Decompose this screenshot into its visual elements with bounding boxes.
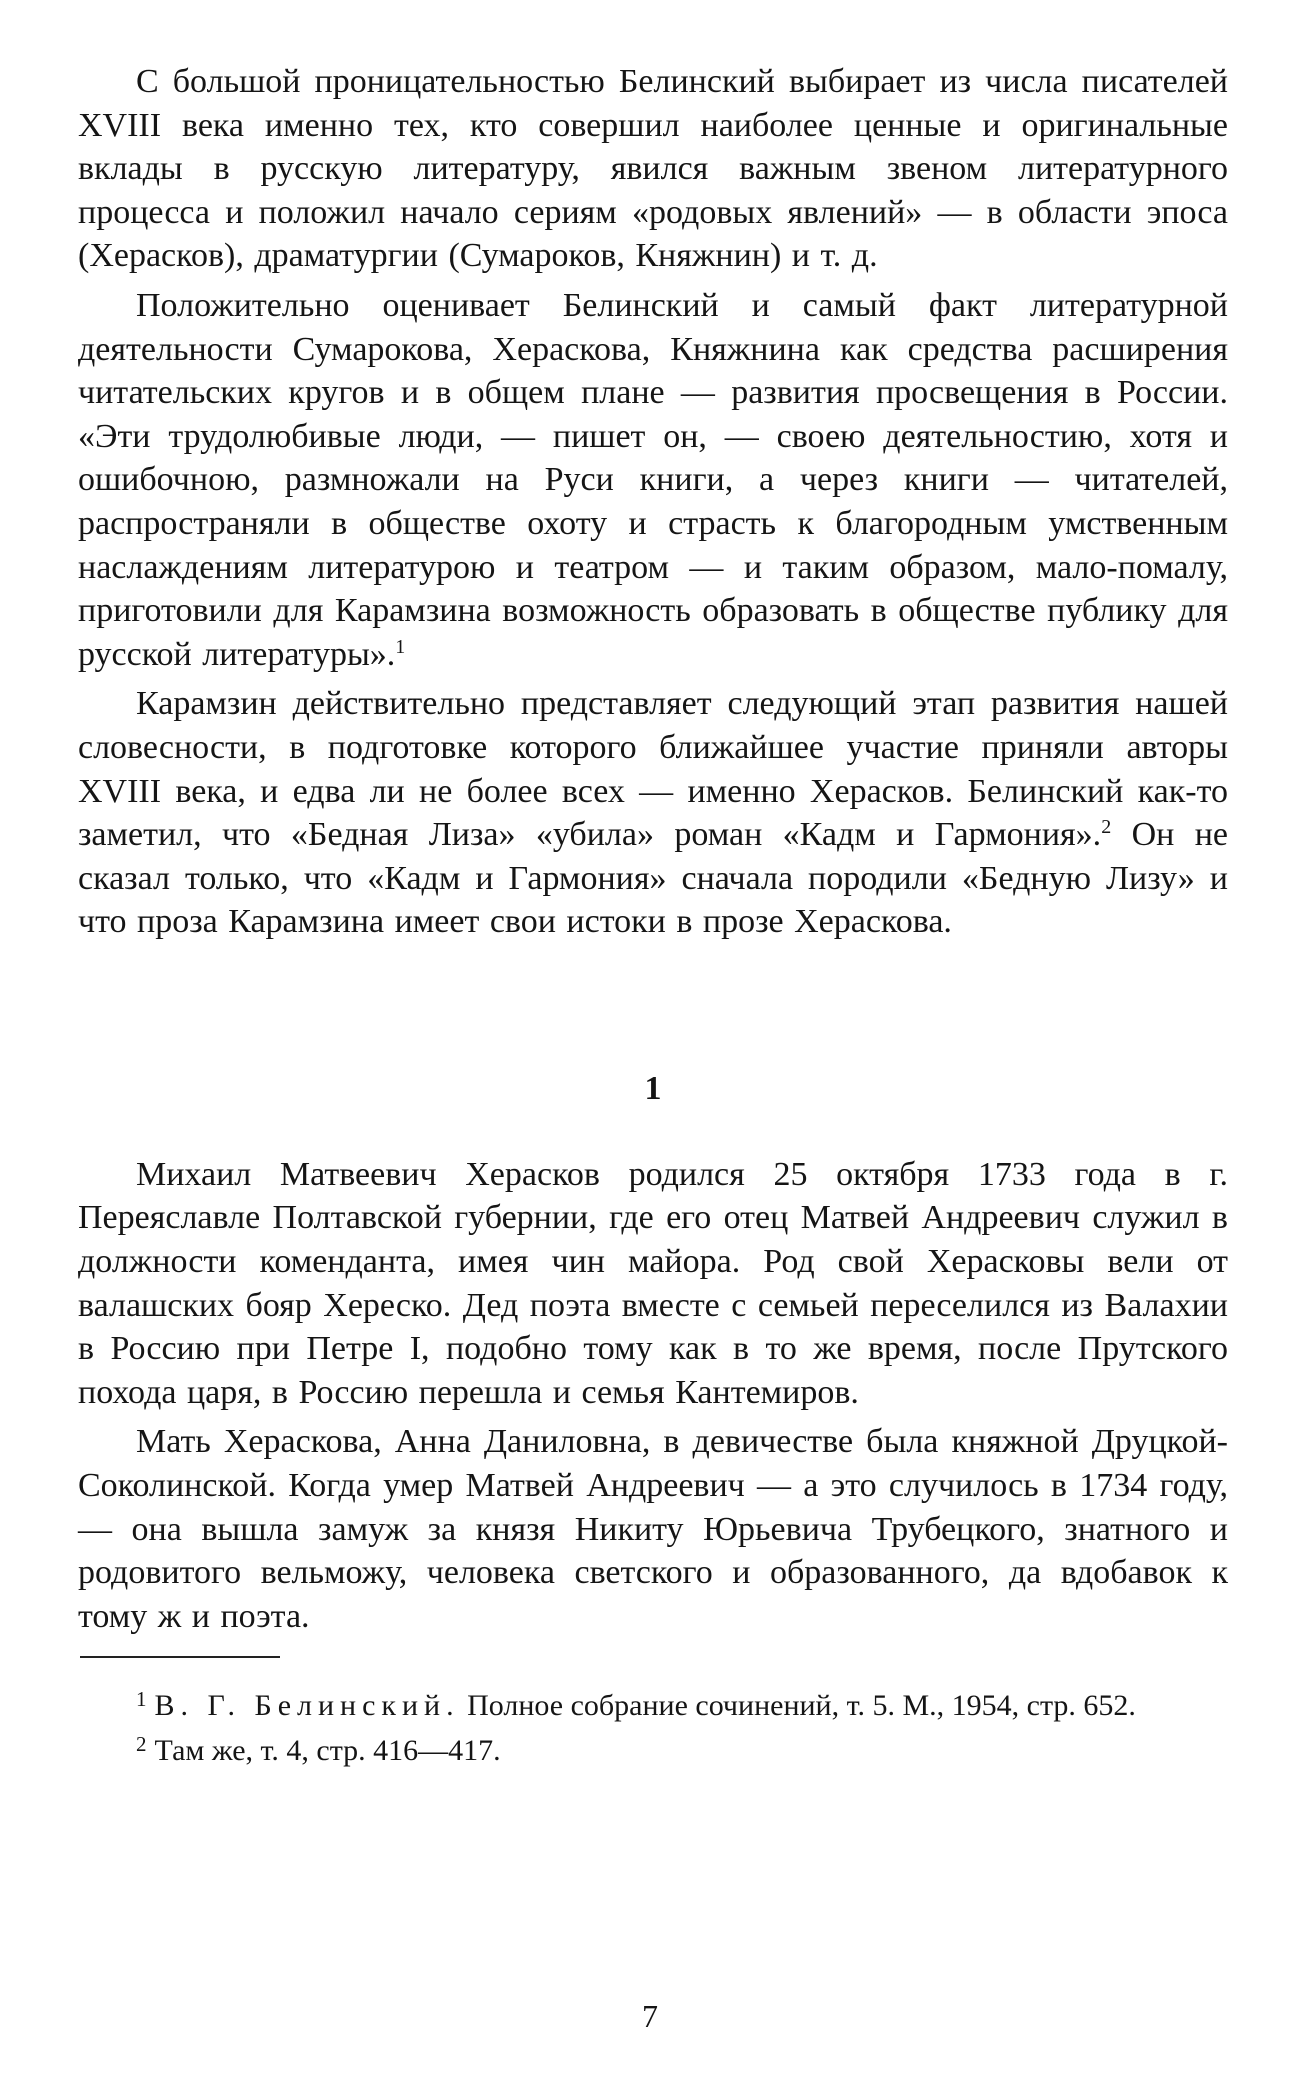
section-paragraph-2: Мать Хераскова, Анна Даниловна, в девичестве была княжной Друцкой-Соколинской. Когда умер Матвей Андреевич — а это случилось в 1734 году, — она вышла замуж за князя Никиту Юрьевича Трубецкого, знатного и родовитого вельможу, человека светского и образованного, да вдобавок к тому ж и поэта. (78, 1423, 1228, 1635)
footnote-1-number: 1 (136, 1687, 147, 1712)
footnote-ref-2: 2 (1101, 816, 1112, 839)
footnote-ref-1: 1 (395, 635, 406, 658)
section-paragraph-1: Михаил Матвеевич Херасков родился 25 октября 1733 года в г. Переяславле Полтавской губернии, где его отец Матвей Андреевич служил в должности коменданта, имея чин майора. Род свой Херасковы вели от валашских бояр Хереско. Дед поэта вместе с семьей переселился из Валахии в Россию при Петре I, подобно тому как в то же время, после Прутского похода царя, в Россию перешла и семья Кантемиров. (78, 1155, 1228, 1411)
intro-paragraph-3 (78, 682, 1228, 944)
footnote-1-text: Полное собрание сочинений, т. 5. М., 1954, стр. 652. (459, 1689, 1136, 1723)
footnote-1 (78, 1680, 1228, 1725)
footnote-2-number: 2 (136, 1732, 147, 1757)
intro-paragraph-2 (78, 284, 1228, 676)
intro-paragraph-3-text-a: Карамзин действительно представляет следующий этап развития нашей словесности, в подготовке которого ближайшее участие приняли авторы XVIII века, и едва ли не более всех — именно Херасков. Белинский как-то заметил, что «Бедная Лиза» «убила» роман «Кадм и Гармония». (78, 685, 1228, 854)
section-number: 1 (644, 1069, 662, 1107)
footnote-divider (80, 1656, 280, 1658)
footnote-2 (78, 1725, 1228, 1770)
footnote-1-author: В. Г. Белинский. (154, 1689, 460, 1723)
intro-paragraph-3-text-b: Он не сказал только, что «Кадм и Гармония» сначала породили «Бедную Лизу» и что проза Карамзина имеет свои истоки в прозе Хераскова. (78, 816, 1228, 941)
footnote-2-text: Там же, т. 4, стр. 416—417. (154, 1734, 501, 1768)
page-body (78, 60, 1228, 1770)
page-number: 7 (642, 1998, 658, 2034)
intro-paragraph-2-text: Положительно оценивает Белинский и самый факт литературной деятельности Сумарокова, Хераскова, Княжнина как средства расширения читательских кругов и в общем плане — развития просвещения в России. «Эти трудолюбивые люди, — пишет он, — своею деятельностию, хотя и ошибочною, размножали на Руси книги, а через книги — читателей, распространяли в обществе охоту и страсть к благородным умственным наслаждениям литературою и театром — и таким образом, мало-помалу, приготовили для Карамзина возможность образовать в обществе публику для русской литературы». (78, 286, 1228, 673)
intro-paragraph-1: С большой проницательностью Белинский выбирает из числа писателей XVIII века именно тех, кто совершил наиболее ценные и оригинальные вклады в русскую литературу, явился важным звеном литературного процесса и положил начало сериям «родовых явлений» — в области эпоса (Херасков), драматургии (Сумароков, Княжнин) и т. д. (78, 63, 1228, 275)
